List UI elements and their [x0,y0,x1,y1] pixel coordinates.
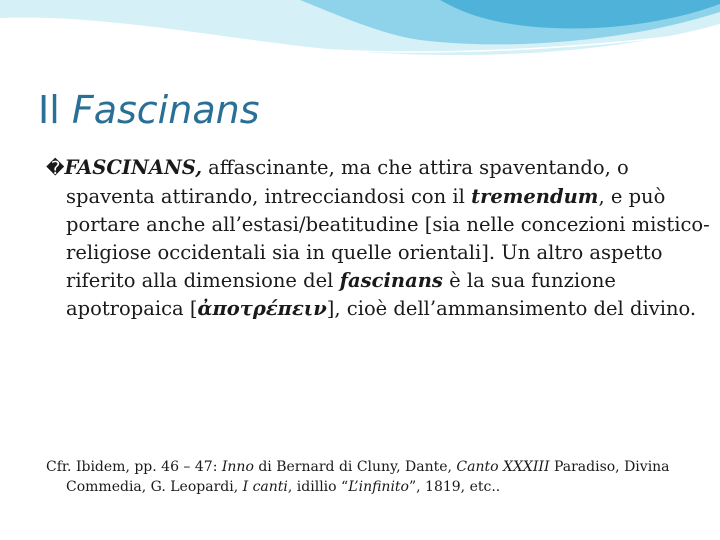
body-paragraph [46,154,718,323]
paragraph-run: fascinans [339,269,443,292]
citation-run: L’infinito [348,479,409,495]
title-prefix: Il [38,88,72,132]
title-emphasis: Fascinans [71,88,260,132]
paragraph-run: è la sua funzione apotropaica [ [66,269,616,320]
citation-run: ”, 1819, etc.. [408,479,501,495]
paragraph-run: affascinante, ma che attira spaventando, o spaventa attirando, intrecciandosi con il [66,156,629,208]
citation-run: Paradiso, Divina Commedia, G. Leopardi, [66,459,670,495]
slide-title [38,90,260,132]
citation-run: di Bernard di Cluny, Dante, [253,459,457,475]
citation-note [46,457,716,497]
citation-run: I canti [242,479,288,495]
bullet-glyph: � [46,158,65,179]
paragraph-run: ἀποτρέπειν [197,297,327,320]
citation-run: Cfr. Ibidem, pp. 46 – 47: [46,459,222,475]
paragraph-run: tremendum [471,185,599,208]
paragraph-run: , e può portare anche all’estasi/beatitudine [sia nelle concezioni mistico-religiose occidentali sia in quelle orientali]. Un altro aspetto riferito alla dimensione del [66,185,710,292]
citation-run: , idillio “ [287,479,349,495]
decorative-wave-banner [0,0,720,60]
paragraph-runs [64,156,709,320]
paragraph-run: FASCINANS, [64,156,202,179]
paragraph-run: ], cioè dell’ammansimento del divino. [326,297,697,320]
citation-run: Canto XXXIII [456,459,550,475]
citation-run: Inno [221,459,254,475]
